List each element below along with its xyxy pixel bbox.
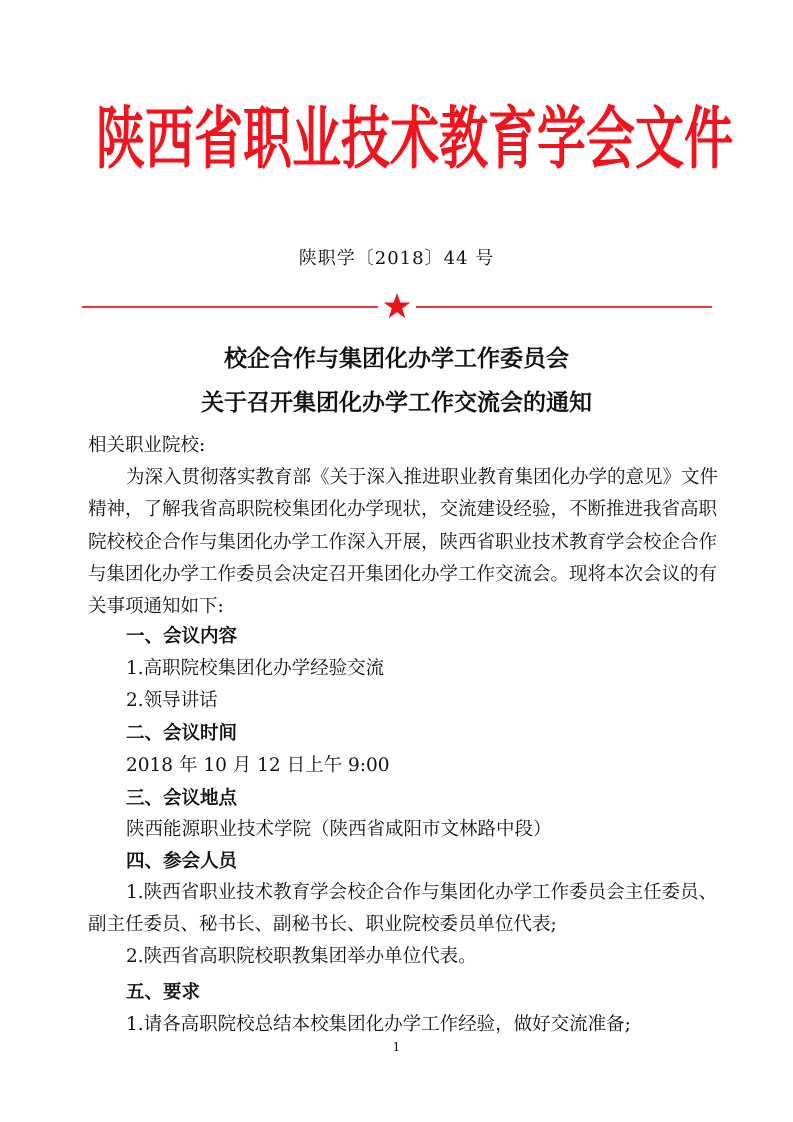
list-item: 1.高职院校集团化办学经验交流 (126, 658, 385, 679)
intro-line: 与集团化办学工作委员会决定召开集团化办学工作交流会。现将本次会议的有 (88, 564, 718, 585)
list-item: 2.陕西省高职院校职教集团举办单位代表。 (126, 946, 477, 967)
list-item: 1.请各高职院校总结本校集团化办学工作经验，做好交流准备; (126, 1014, 631, 1035)
section-heading-content: 一、会议内容 (126, 626, 238, 647)
red-divider-right (416, 306, 712, 308)
masthead-title: 陕西省职业技术教育学会文件 (96, 98, 734, 179)
salutation: 相关职业院校: (88, 435, 206, 456)
list-item: 陕西能源职业技术学院（陕西省咸阳市文林路中段） (126, 819, 552, 840)
section-heading-location: 三、会议地点 (126, 788, 238, 809)
page-number: 1 (392, 1040, 401, 1054)
red-star-icon (383, 292, 411, 320)
intro-line: 精神，了解我省高职院校集团化办学现状，交流建设经验，不断推进我省高职 (88, 499, 718, 520)
intro-line: 关事项通知如下: (88, 596, 224, 617)
list-item: 副主任委员、秘书长、副秘书长、职业院校委员单位代表; (88, 914, 557, 935)
red-divider-left (82, 306, 378, 308)
notice-title-line-2: 关于召开集团化办学工作交流会的通知 (201, 389, 592, 416)
section-heading-time: 二、会议时间 (126, 723, 238, 744)
list-item: 1.陕西省职业技术教育学会校企合作与集团化办学工作委员会主任委员、 (126, 882, 718, 903)
intro-line: 为深入贯彻落实教育部《关于深入推进职业教育集团化办学的意见》文件 (126, 467, 719, 488)
document-number: 陕职学〔2018〕44 号 (298, 248, 495, 269)
section-heading-requirements: 五、要求 (126, 982, 201, 1003)
list-item: 2018 年 10 月 12 日上午 9:00 (126, 755, 390, 776)
section-heading-attendees: 四、参会人员 (126, 851, 238, 872)
notice-title-line-1: 校企合作与集团化办学工作委员会 (224, 345, 569, 372)
list-item: 2.领导讲话 (126, 690, 218, 711)
intro-line: 院校校企合作与集团化办学工作深入开展，陕西省职业技术教育学会校企合作 (88, 532, 718, 553)
